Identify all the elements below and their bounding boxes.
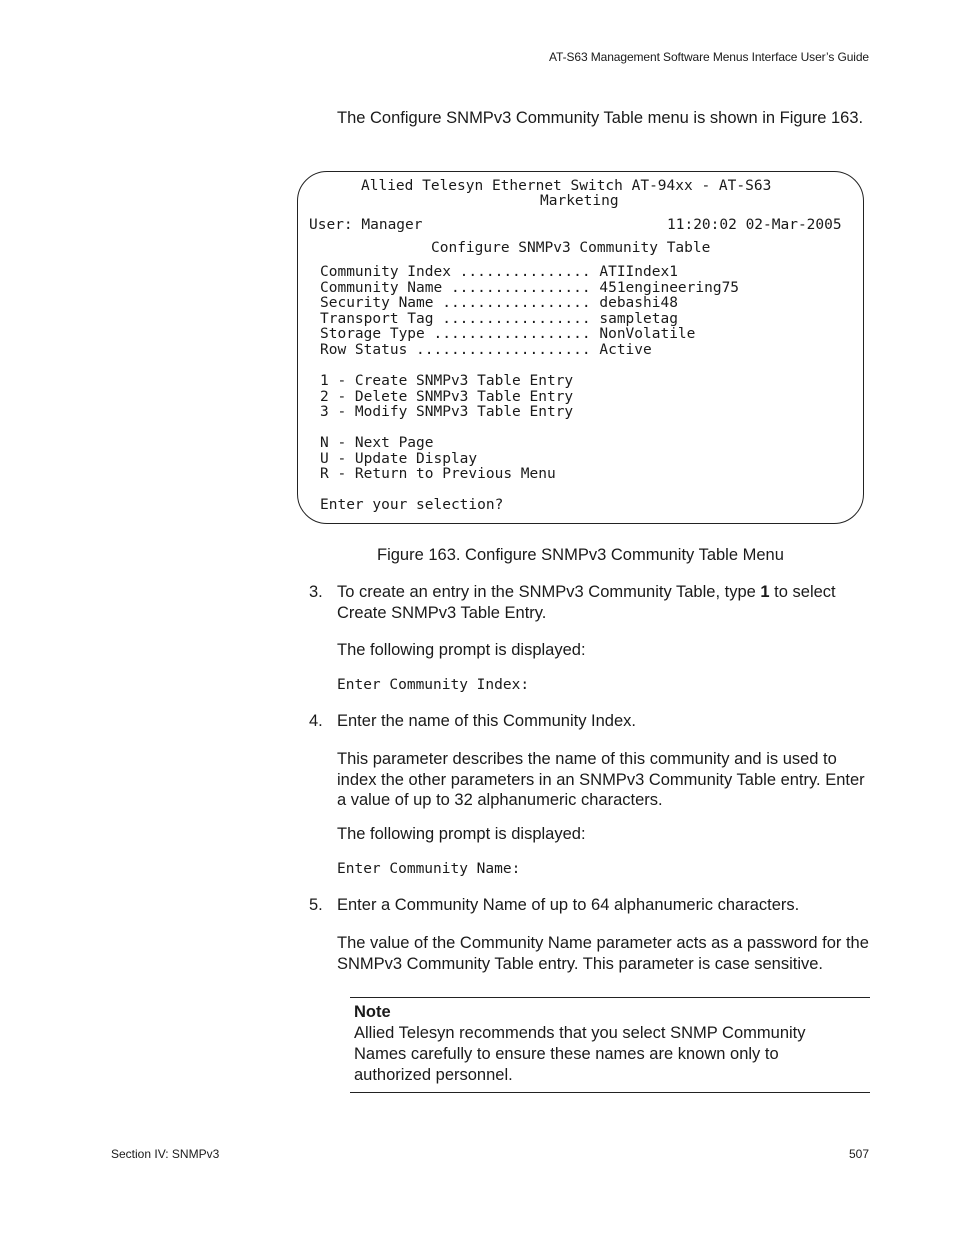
note-box [350,997,870,1093]
terminal-option-create[interactable]: 1 - Create SNMPv3 Table Entry [320,373,574,389]
terminal-option-delete[interactable]: 2 - Delete SNMPv3 Table Entry [320,388,574,405]
field-label: Community Index ............... [320,264,600,280]
field-label: Security Name ................. [320,295,600,312]
field-value: ATIIndex1 [599,264,678,280]
step-text: To create an entry in the SNMPv3 Community Table, type [337,583,761,601]
prompt-community-index: Enter Community Index: [337,677,530,693]
terminal-prompt[interactable]: Enter your selection? [320,497,504,513]
intro-paragraph: The Configure SNMPv3 Community Table menu is shown in Figure 163. [337,109,864,127]
terminal-field-community-name [320,281,739,297]
step-4-description: This parameter describes the name of this community and is used to index the other parameters in an SNMPv3 Community Table entry. Enter a value of up to 32 alphanumeric characters. [337,750,865,809]
step-5-description: The value of the Community Name parameter acts as a password for the SNMPv3 Community Table entry. This parameter is case sensitive. [337,934,869,973]
terminal-user-line: User: Manager [309,217,423,233]
terminal-field-security-name [320,296,678,312]
step-3-text [337,582,872,623]
field-value: 451engineering75 [599,279,740,296]
step-4-follow: The following prompt is displayed: [337,825,586,843]
field-value: sampletag [599,310,678,327]
terminal-nav-next-page[interactable]: N - Next Page [320,435,434,451]
step-number: 4. [309,712,323,730]
prompt-community-name: Enter Community Name: [337,861,521,877]
step-key: 1 [760,583,770,601]
field-label: Storage Type .................. [320,326,600,343]
terminal-location: Marketing [540,193,619,209]
terminal-timestamp: 11:20:02 02-Mar-2005 [667,217,842,233]
field-label: Transport Tag ................. [320,310,600,327]
step-3-follow: The following prompt is displayed: [337,641,586,659]
field-value: Active [599,342,652,358]
figure-caption: Figure 163. Configure SNMPv3 Community Table Menu [377,546,784,564]
terminal-nav-return[interactable]: R - Return to Previous Menu [320,466,556,483]
step-number: 5. [309,896,323,914]
field-value: NonVolatile [599,326,696,343]
step-number: 3. [309,583,323,601]
note-title: Note [354,1003,391,1021]
terminal-menu-title: Configure SNMPv3 Community Table [431,240,711,256]
terminal-field-community-index [320,265,678,281]
terminal-field-row-status [320,343,652,359]
running-header: AT-S63 Management Software Menus Interface User’s Guide [549,50,869,64]
step-text: to select Create SNMPv3 Table Entry. [337,583,836,622]
field-label: Community Name ................ [320,279,600,296]
terminal-field-storage-type [320,327,695,343]
page-number: 507 [848,1147,869,1161]
note-body: Allied Telesyn recommends that you select SNMP Community Names carefully to ensure these names are known only to authorized personnel. [354,1024,806,1084]
footer-section: Section IV: SNMPv3 [111,1147,220,1161]
terminal-field-transport-tag [320,312,678,328]
terminal-option-modify[interactable]: 3 - Modify SNMPv3 Table Entry [320,404,574,421]
terminal-nav-update-display[interactable]: U - Update Display [320,450,478,467]
field-value: debashi48 [599,295,678,312]
step-4-text: Enter the name of this Community Index. [337,712,636,730]
terminal-company-line: Allied Telesyn Ethernet Switch AT-94xx - AT-S63 [361,178,772,194]
terminal-screen [297,171,864,524]
field-label: Row Status .................... [320,342,600,358]
step-5-text: Enter a Community Name of up to 64 alphanumeric characters. [337,896,800,914]
